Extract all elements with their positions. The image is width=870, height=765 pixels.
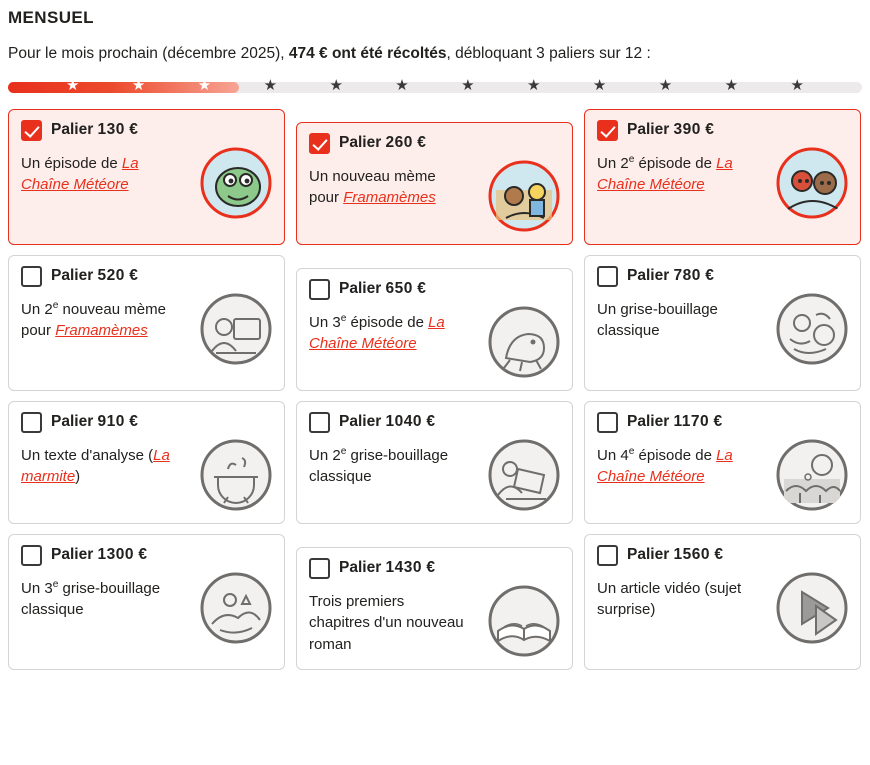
two-characters-icon [776,147,848,219]
tier-description-text: Un texte d'analyse ( [21,446,154,464]
tier-label [51,413,138,431]
tier-label-prefix: Palier [627,267,670,285]
tier-description-text: épisode de [346,313,429,331]
tier-amount: 130 [97,121,125,139]
tier-body [597,437,848,511]
tier-label [51,267,138,285]
tier-amount: 1430 [385,559,423,577]
tier-description-text: Un 3 [21,579,53,597]
tier-description-link[interactable]: Framamèmes [343,189,436,207]
intro-amount: 474 € ont été récoltés [288,45,447,62]
tier-header [597,412,848,433]
tier-currency: € [417,280,426,298]
tier-description [309,158,469,209]
tier-card[interactable] [296,122,573,245]
tier-description [21,145,181,196]
tier-checkbox-unchecked[interactable] [21,545,42,566]
tier-description-text: Un nouveau mème pour [309,167,436,207]
progress-star: ★ [724,76,739,94]
tier-label-prefix: Palier [51,267,94,285]
tier-label-prefix: Palier [627,546,670,564]
tier-description-text: Un article vidéo (sujet surprise) [597,579,742,619]
tier-card[interactable] [296,401,573,524]
person-laptop-icon [488,439,560,511]
tier-body [309,158,560,232]
tier-card[interactable] [8,401,285,524]
tier-body [21,145,272,232]
tier-header [597,266,848,287]
tier-description-link[interactable]: La Chaîne Météore [597,154,733,194]
tier-label-prefix: Palier [339,559,382,577]
tier-card[interactable] [8,534,285,670]
tier-amount: 650 [385,280,413,298]
tier-label [627,546,723,564]
tier-header [21,120,272,141]
intro-prefix: Pour le mois prochain (décembre 2025), [8,45,289,62]
progress-star: ★ [329,76,343,94]
tier-label-prefix: Palier [51,413,94,431]
nature-sketch-icon [200,572,272,644]
tier-card[interactable] [8,255,285,391]
progress-star: ★ [263,76,278,94]
progress-stars [8,77,862,95]
tier-currency: € [138,546,147,564]
tier-amount: 520 [97,267,125,285]
tier-description [597,570,757,621]
tier-label-prefix: Palier [339,134,382,152]
progress-star: ★ [395,76,409,94]
tier-description-text: nouveau mème pour [21,300,166,340]
play-button-icon [776,572,848,644]
tier-description-text: grise-bouillage classique [21,579,161,619]
tier-description-text: Un 2 [21,300,53,318]
tier-checkbox-checked[interactable] [309,133,330,154]
tier-checkbox-unchecked[interactable] [309,279,330,300]
tier-currency: € [713,413,723,431]
tier-description [21,291,181,342]
tier-amount: 1040 [385,413,423,431]
tier-card[interactable] [296,547,573,670]
tier-description [597,437,757,488]
dinosaur-head-icon [200,147,272,219]
tier-body [21,570,272,657]
tier-checkbox-unchecked[interactable] [597,545,618,566]
tier-currency: € [705,267,714,285]
tier-description-text: épisode de [634,154,717,172]
tier-description [597,291,757,342]
tier-body [21,437,272,511]
tier-checkbox-checked[interactable] [21,120,42,141]
tier-label [51,546,147,564]
tier-body [309,583,560,657]
tier-description-text: Un épisode de [21,154,122,172]
tier-amount: 910 [97,413,125,431]
tier-description [21,570,181,621]
tier-label [627,267,714,285]
tier-label [627,121,714,139]
tier-body [597,291,848,378]
tier-amount: 260 [385,134,413,152]
ordinal-suffix: e [340,445,347,457]
tier-label [627,413,722,431]
tier-description-link[interactable]: La Chaîne Météore [597,446,733,486]
tier-description-text: ) [75,468,81,486]
tier-header [309,133,560,154]
tier-label-prefix: Palier [339,280,382,298]
page-title: MENSUEL [8,8,94,27]
tier-description-text: Un grise-bouillage classique [597,300,718,340]
tier-card[interactable] [584,534,861,670]
intro-text [8,44,862,65]
scribble-faces-icon [776,293,848,365]
tier-header [309,558,560,579]
tier-label [339,134,426,152]
tier-body [309,437,560,511]
intro-suffix: , débloquant 3 paliers sur 12 : [446,45,651,62]
tier-amount: 1560 [673,546,711,564]
tier-description-text: Un 2 [309,446,341,464]
tier-checkbox-unchecked[interactable] [309,558,330,579]
tier-currency: € [129,121,138,139]
tier-card[interactable] [584,401,861,524]
tier-label-prefix: Palier [51,121,94,139]
tier-card[interactable] [584,255,861,391]
tier-amount: 1170 [673,413,710,431]
tier-header [21,545,272,566]
progress-star: ★ [527,76,541,94]
tier-description-link[interactable]: La Chaîne Météore [309,313,445,353]
tier-description-text: grise-bouillage classique [309,446,449,486]
tier-description-link[interactable]: La Chaîne Météore [21,154,139,194]
tier-currency: € [426,413,435,431]
tier-body [597,570,848,657]
tier-currency: € [705,121,714,139]
tier-description [21,437,181,488]
tier-label [339,413,435,431]
tier-currency: € [426,559,435,577]
progress-star: ★ [592,76,607,94]
progress-star: ★ [197,76,212,94]
cauldron-icon [200,439,272,511]
tier-checkbox-unchecked[interactable] [597,412,618,433]
meme-characters-icon [488,160,560,232]
tier-checkbox-unchecked[interactable] [309,412,330,433]
tier-header [597,545,848,566]
open-book-icon [488,585,560,657]
tier-description [309,437,469,488]
tier-amount: 780 [673,267,701,285]
tier-body [309,304,560,378]
tier-description-text: Un 2 [597,154,629,172]
tier-header [597,120,848,141]
tier-description [309,583,469,655]
tier-description-link[interactable]: La marmite [21,446,170,486]
tier-label-prefix: Palier [627,413,670,431]
tier-card[interactable] [296,268,573,391]
tier-card[interactable] [584,109,861,245]
person-computer-icon [200,293,272,365]
tier-label-prefix: Palier [627,121,670,139]
tier-header [309,412,560,433]
tier-header [21,266,272,287]
ordinal-suffix: e [628,445,635,457]
tier-header [309,279,560,300]
tier-label-prefix: Palier [51,546,94,564]
tier-body [597,145,848,232]
ordinal-suffix: e [52,299,59,311]
dinosaur-sketch-icon [488,306,560,378]
tier-checkbox-unchecked[interactable] [21,412,42,433]
ordinal-suffix: e [340,312,347,324]
tier-currency: € [129,267,138,285]
ordinal-suffix: e [628,153,635,165]
tier-currency: € [129,413,138,431]
tier-description-text: Un 4 [597,446,629,464]
tier-checkbox-unchecked[interactable] [597,266,618,287]
tier-body [21,291,272,378]
tier-description-text: épisode de [634,446,717,464]
tier-amount: 390 [673,121,701,139]
tier-card[interactable] [8,109,285,245]
tier-currency: € [417,134,426,152]
ordinal-suffix: e [52,578,59,590]
progress-star: ★ [461,76,475,94]
tier-description [309,304,469,355]
tier-label [51,121,138,139]
tier-checkbox-checked[interactable] [597,120,618,141]
progress-star: ★ [66,76,80,94]
tier-header [21,412,272,433]
progress-star: ★ [790,76,804,94]
tier-description-text: Un 3 [309,313,341,331]
tier-label [339,280,426,298]
tier-description-text: Trois premiers chapitres d'un nouveau roman [309,592,464,653]
tier-label-prefix: Palier [339,413,382,431]
tier-currency: € [714,546,723,564]
tier-description-link[interactable]: Framamèmes [55,322,148,340]
progress-star: ★ [658,76,673,94]
tier-label [339,559,435,577]
tier-description [597,145,757,196]
tier-amount: 1300 [97,546,135,564]
progress-star: ★ [131,76,146,94]
tier-grid [8,109,862,670]
landscape-thought-icon [776,439,848,511]
progress-bar [8,76,862,95]
tier-checkbox-unchecked[interactable] [21,266,42,287]
